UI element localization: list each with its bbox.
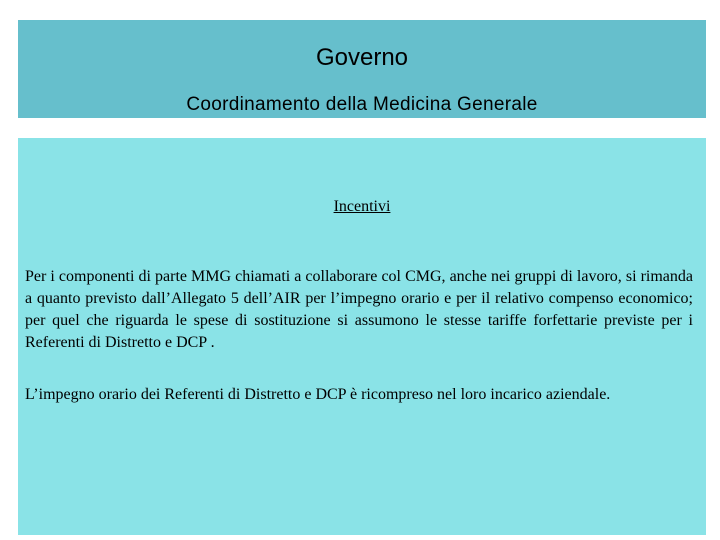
slide-subtitle: Coordinamento della Medicina Generale [186,94,538,115]
body-paragraph-2: L’impegno orario dei Referenti di Distretto e DCP è ricompreso nel loro incarico aziendale. [25,386,611,403]
body-paragraph-1: Per i componenti di parte MMG chiamati a collaborare col CMG, anche nei gruppi di lavoro, si rimanda a quanto previsto dall’Allegato 5 dell’AIR per l’impegno orario e per il relativo compenso economico; per quel che riguarda le spese di sostituzione si assumono le stesse tariffe forfettarie previste per i Referenti di Distretto e DCP . [25,268,693,351]
slide-header [18,20,706,118]
slide-title: Governo [315,44,409,71]
section-heading: Incentivi [333,198,391,215]
slide-content [18,138,706,535]
